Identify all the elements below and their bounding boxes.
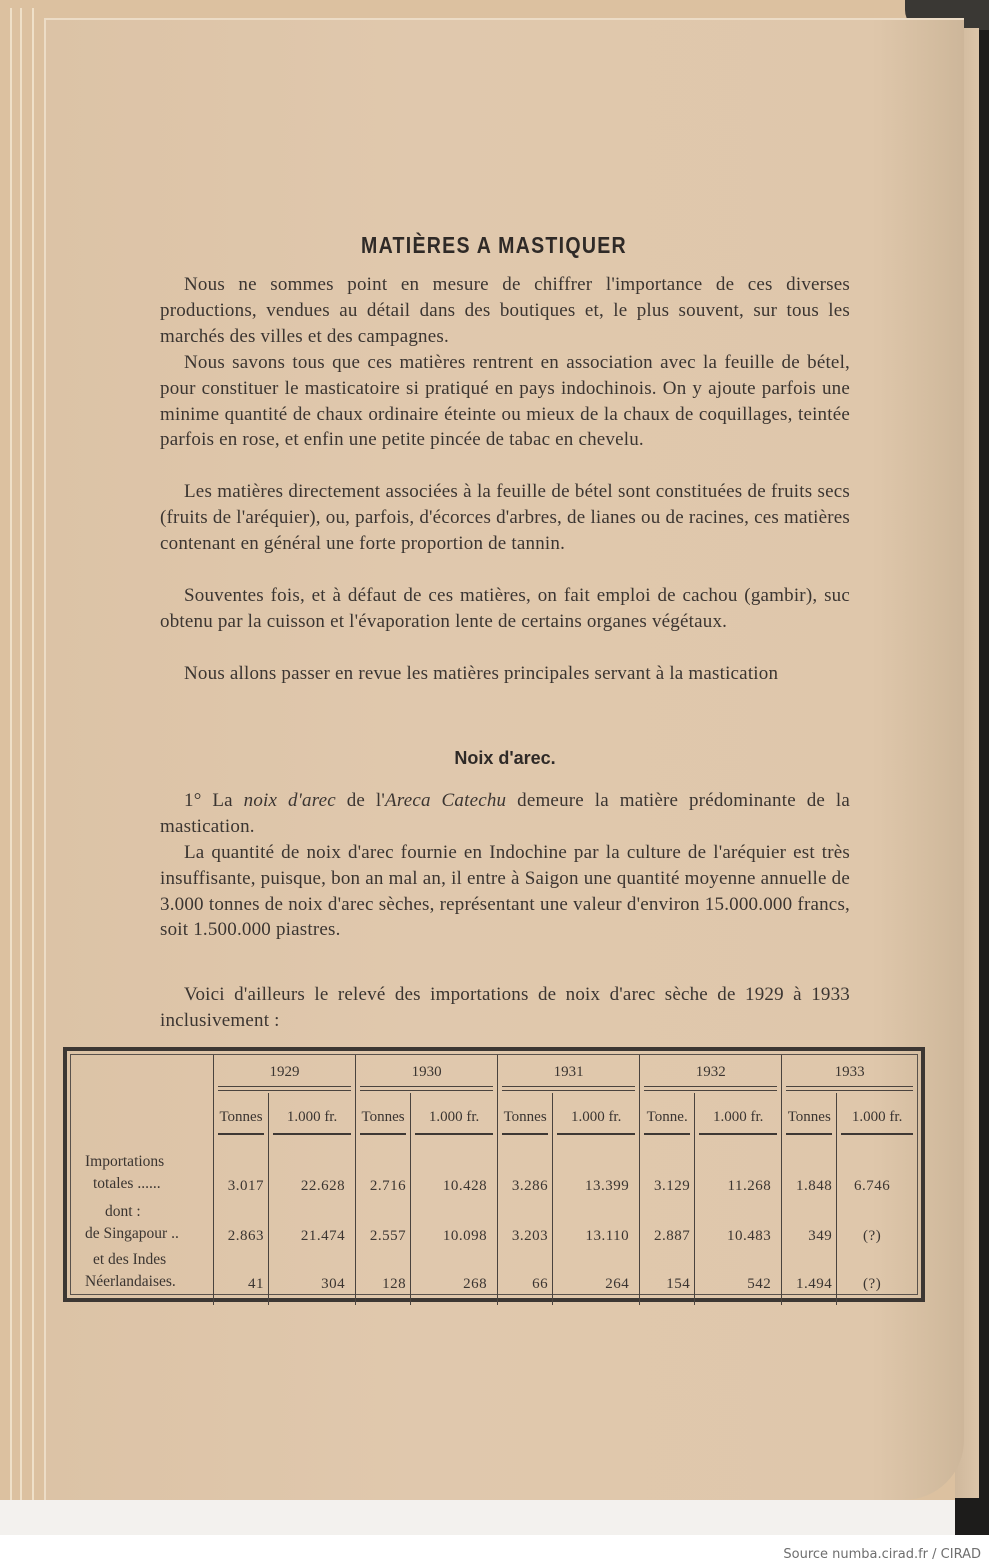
imports-table-inner-frame	[70, 1054, 918, 1295]
cell-value: 304	[269, 1245, 356, 1293]
cell-tonnes: 2.887	[640, 1197, 695, 1245]
table-row	[71, 1245, 917, 1293]
cell-value: 268	[411, 1245, 498, 1293]
unit-header-tonnes: Tonnes	[356, 1093, 411, 1141]
year-header: 1930	[356, 1055, 498, 1093]
cell-tonnes: 66	[498, 1245, 553, 1293]
unit-header-value: 1.000 fr.	[553, 1093, 640, 1141]
paragraph-5: Nous allons passer en revue les matières principales servant à la mastication	[184, 663, 779, 684]
unit-header-tonnes: Tonnes	[782, 1093, 837, 1141]
cell-value: 13.399	[553, 1141, 640, 1197]
unit-header-tonnes: Tonnes	[498, 1093, 553, 1141]
cell-tonnes: 154	[640, 1245, 695, 1293]
paragraph-4: Souventes fois, et à défaut de ces matières, on fait emploi de cachou (gambir), suc obtenu par la cuisson et l'évaporation lente de certains organes végétaux.	[160, 585, 850, 632]
areca-mid: de l'	[335, 790, 386, 811]
row-label: Importations totales ......	[85, 1153, 165, 1192]
cell-value: 10.483	[695, 1197, 782, 1245]
source-credit: Source numba.cirad.fr / CIRAD	[783, 1547, 981, 1562]
page-edge	[10, 8, 12, 1500]
row-label: et des Indes Néerlandaises.	[85, 1251, 176, 1290]
section-heading: Noix d'arec.	[454, 748, 556, 768]
cell-tonnes: 128	[356, 1245, 411, 1293]
table-row	[71, 1141, 917, 1197]
paragraph-areca	[160, 788, 850, 840]
cell-value: (?)	[837, 1197, 917, 1245]
cell-value: 22.628	[269, 1141, 356, 1197]
paragraph-3: Les matières directement associées à la feuille de bétel sont constituées de fruits secs (fruits de l'aréquier), ou, parfois, d'écorces d'arbres, de lianes ou de racines, ces matières contenant en général une forte proportion de tannin.	[160, 481, 850, 554]
unit-header-value: 1.000 fr.	[837, 1093, 917, 1141]
year-header: 1933	[782, 1055, 917, 1093]
page-edge	[20, 8, 22, 1500]
cell-tonnes: 3.203	[498, 1197, 553, 1245]
paragraph-quantity: La quantité de noix d'arec fournie en Indochine par la culture de l'aréquier est très insuffisante, puisque, bon an mal an, il entre à Saigon une quantité moyenne annuelle de 3.000 tonnes de noix d'arec sèches, représentant une valeur d'environ 15.000.000 francs, soit 1.500.000 piastres.	[160, 842, 850, 941]
unit-header-value: 1.000 fr.	[411, 1093, 498, 1141]
unit-header-tonnes: Tonnes	[214, 1093, 269, 1141]
areca-italic-term: noix d'arec	[243, 790, 336, 811]
cell-value: 13.110	[553, 1197, 640, 1245]
cell-value: 6.746	[837, 1141, 917, 1197]
page-title: MATIÈRES A MASTIQUER	[361, 232, 627, 258]
unit-header-value: 1.000 fr.	[269, 1093, 356, 1141]
cell-tonnes: 2.716	[356, 1141, 411, 1197]
imports-table	[71, 1055, 917, 1305]
cell-tonnes: 349	[782, 1197, 837, 1245]
areca-prefix: 1° La	[184, 790, 244, 811]
cell-tonnes: 3.286	[498, 1141, 553, 1197]
cell-value: (?)	[837, 1245, 917, 1293]
paragraph-1: Nous ne sommes point en mesure de chiffrer l'importance de ces diverses productions, vendues au détail dans des boutiques et, le plus souvent, sur tous les marchés des villes et des campagnes.	[160, 274, 850, 347]
unit-header-tonnes: Tonne.	[640, 1093, 695, 1141]
table-bottom-padding	[71, 1293, 917, 1305]
year-header: 1932	[640, 1055, 782, 1093]
areca-species-name: Areca Catechu	[385, 790, 507, 811]
cell-value: 21.474	[269, 1197, 356, 1245]
cell-tonnes: 2.863	[214, 1197, 269, 1245]
paragraph-table-intro: Voici d'ailleurs le relevé des importations de noix d'arec sèche de 1929 à 1933 inclusivement :	[160, 984, 850, 1031]
imports-table-frame	[63, 1047, 925, 1302]
cell-tonnes: 1.494	[782, 1245, 837, 1293]
unit-header-value: 1.000 fr.	[695, 1093, 782, 1141]
year-header: 1929	[214, 1055, 356, 1093]
cell-value: 542	[695, 1245, 782, 1293]
cell-tonnes: 3.017	[214, 1141, 269, 1197]
cell-value: 264	[553, 1245, 640, 1293]
table-corner-cell	[71, 1055, 214, 1141]
cell-tonnes: 41	[214, 1245, 269, 1293]
row-label: dont : de Singapour ..	[85, 1203, 179, 1242]
areca-suffix: demeure la matière prédominante de la mastication.	[160, 790, 850, 837]
cell-tonnes: 1.848	[782, 1141, 837, 1197]
cell-value: 11.268	[695, 1141, 782, 1197]
cell-tonnes: 2.557	[356, 1197, 411, 1245]
table-year-header-row	[71, 1055, 917, 1093]
year-header: 1931	[498, 1055, 640, 1093]
cell-tonnes: 3.129	[640, 1141, 695, 1197]
cell-value: 10.098	[411, 1197, 498, 1245]
table-row	[71, 1197, 917, 1245]
page-edge	[32, 8, 34, 1500]
cell-value: 10.428	[411, 1141, 498, 1197]
paragraph-2: Nous savons tous que ces matières rentrent en association avec la feuille de bétel, pour constituer le masticatoire si pratiqué en pays indochinois. On y ajoute parfois une minime quantité de chaux ordinaire éteinte ou mieux de la chaux de coquillages, teintée parfois en rose, et enfin une petite pincée de tabac en chevelu.	[160, 352, 850, 451]
